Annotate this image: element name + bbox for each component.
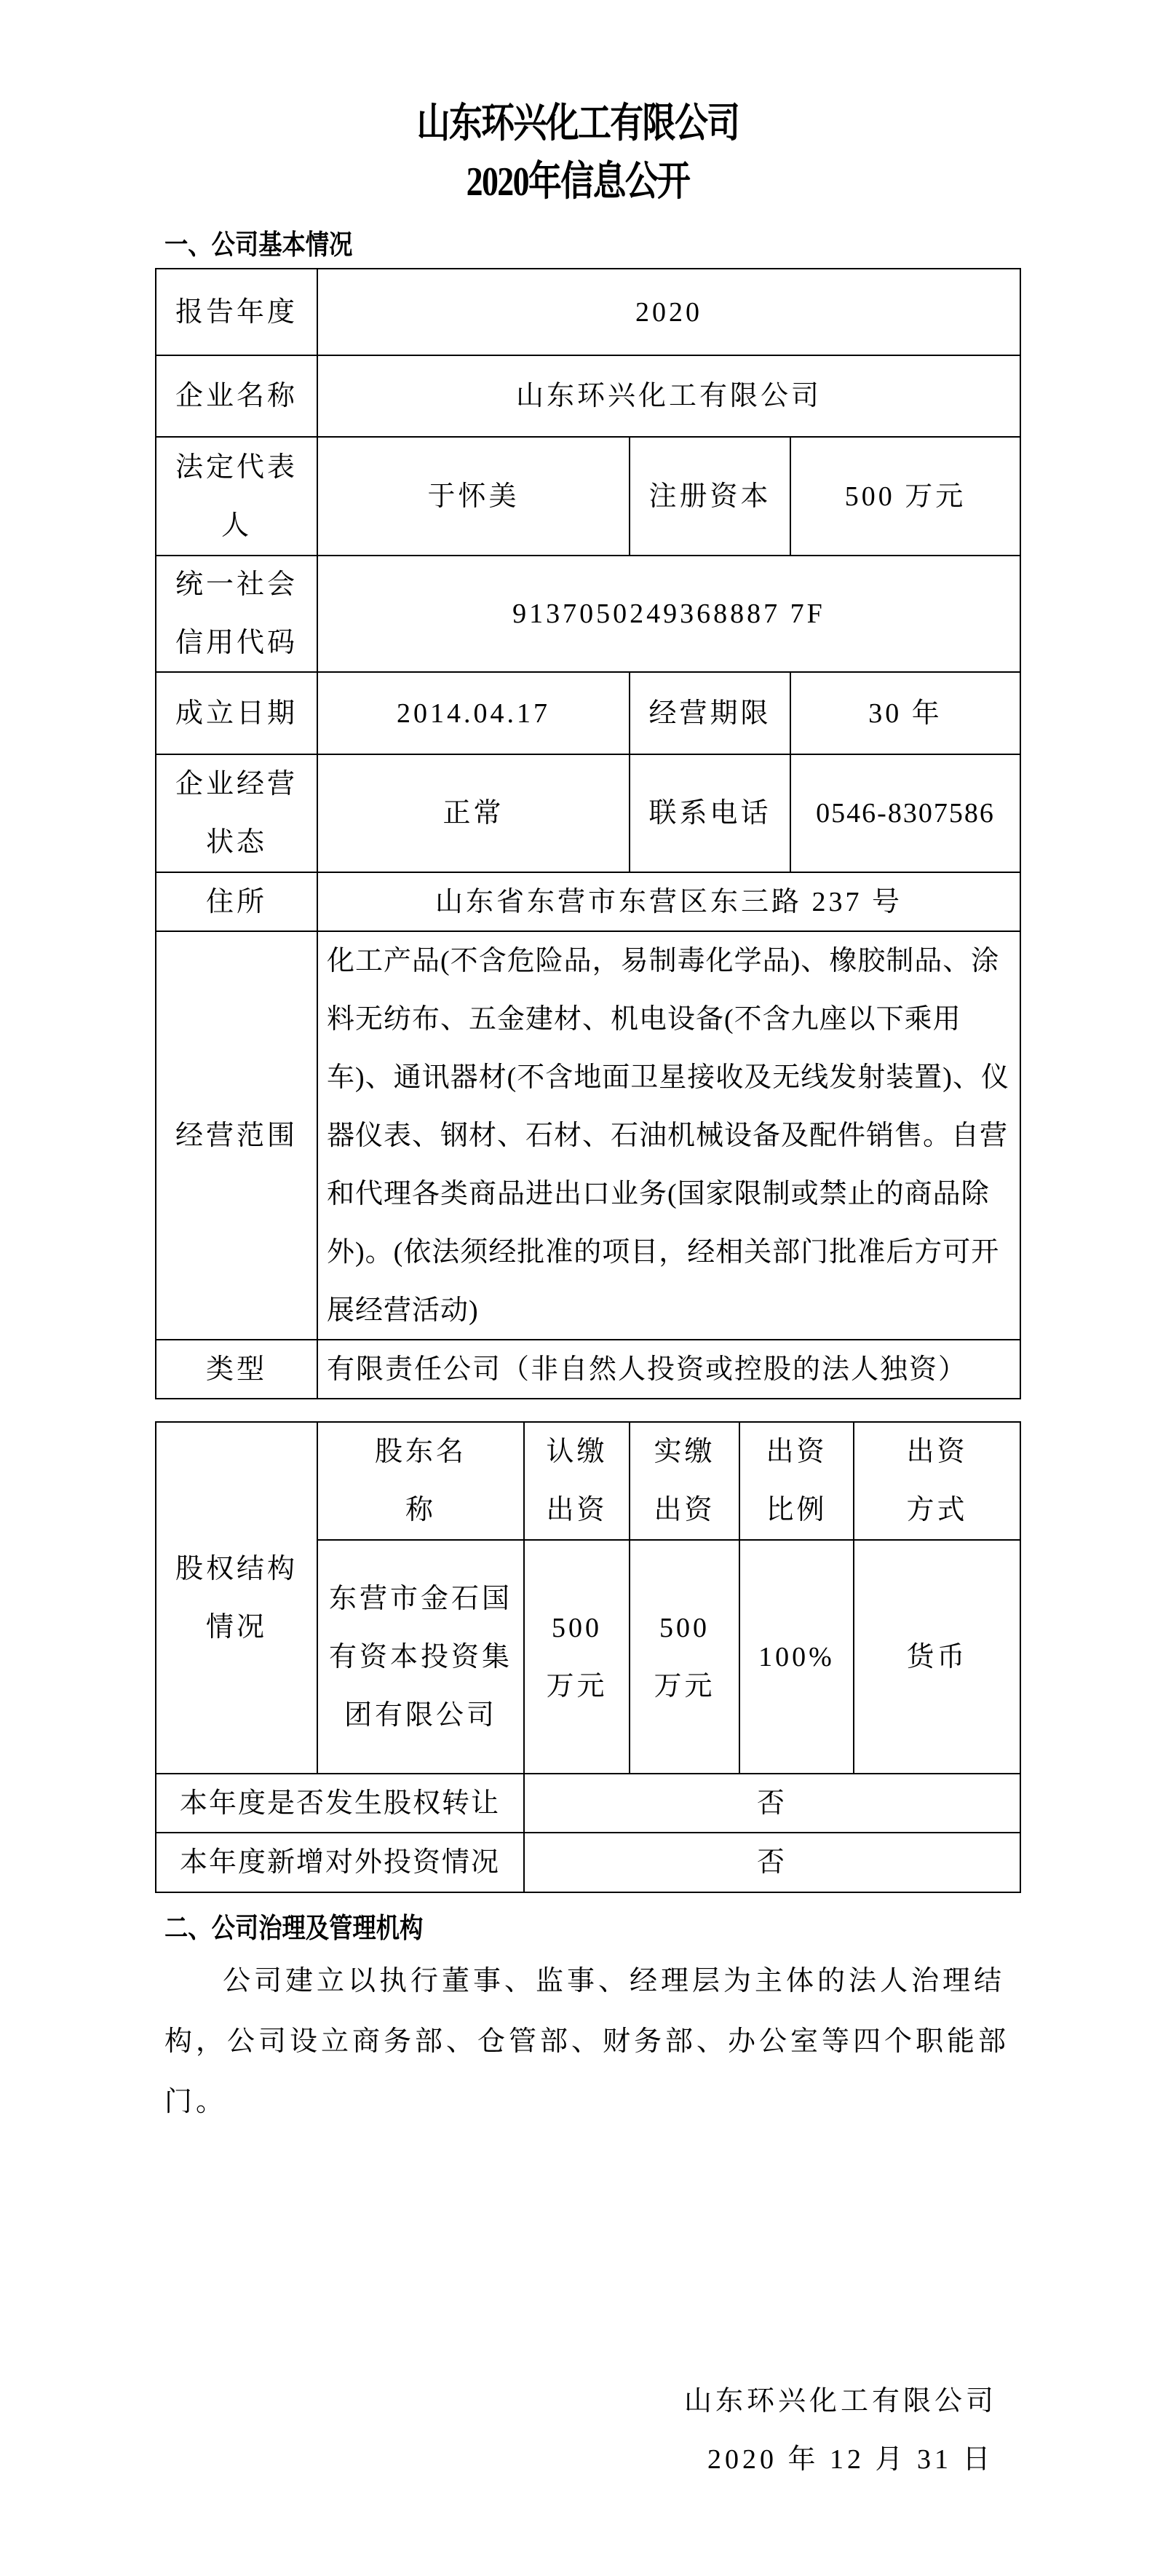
governance-paragraph: 公司建立以执行董事、监事、经理层为主体的法人治理结构，公司设立商务部、仓管部、财务部、办公室等四个职能部门。 — [164, 1966, 1010, 2117]
report-year-value: 2020 — [317, 268, 1021, 356]
legal-rep-value: 于怀美 — [317, 436, 630, 556]
section2-heading: 二、公司治理及管理机构 — [164, 1912, 424, 1944]
transfer-label: 本年度是否发生股权转让 — [155, 1773, 525, 1833]
method-value: 货币 — [853, 1539, 1021, 1774]
signature-date: 2020 年 12 月 31 日 — [707, 2444, 994, 2475]
term-value: 30 年 — [790, 671, 1021, 755]
company-name-label: 企业名称 — [155, 355, 318, 438]
report-year-label: 报告年度 — [155, 268, 318, 356]
document-title-line1: 山东环兴化工有限公司 — [416, 101, 739, 146]
header-paid: 实缴出资 — [629, 1421, 740, 1541]
signature-company: 山东环兴化工有限公司 — [684, 2386, 998, 2417]
status-value: 正常 — [317, 754, 630, 873]
equity-label: 股权结构情况 — [155, 1421, 318, 1774]
shareholder-name: 东营市金石国有资本投资集团有限公司 — [317, 1539, 525, 1774]
established-label: 成立日期 — [155, 671, 318, 755]
investment-value: 否 — [523, 1832, 1021, 1893]
header-shareholder: 股东名称 — [317, 1421, 525, 1541]
subscribed-amount: 500 万元 — [523, 1539, 630, 1774]
credit-code-value: 9137050249368887 7F — [317, 555, 1021, 673]
address-label: 住所 — [155, 872, 318, 932]
document-title-line2: 2020年信息公开 — [466, 159, 689, 205]
header-method: 出资方式 — [853, 1421, 1021, 1541]
section1-heading: 一、公司基本情况 — [164, 229, 353, 261]
scope-label: 经营范围 — [155, 931, 318, 1340]
address-value: 山东省东营市东营区东三路 237 号 — [317, 872, 1021, 932]
scope-value: 化工产品(不含危险品，易制毒化学品)、橡胶制品、涂料无纺布、五金建材、机电设备(不含九座以下乘用车)、通讯器材(不含地面卫星接收及无线发射装置)、仪器仪表、钢材、石材、石油机械设备及配件销售。自营和代理各类商品进出口业务(国家限制或禁止的商品除外)。(依法须经批准的项目，经相关部门批准后方可开展经营活动) — [317, 931, 1021, 1340]
credit-code-label: 统一社会信用代码 — [155, 555, 318, 673]
phone-value: 0546-8307586 — [790, 754, 1021, 873]
established-value: 2014.04.17 — [317, 671, 630, 755]
ratio-value: 100% — [739, 1539, 854, 1774]
term-label: 经营期限 — [629, 671, 791, 755]
registered-capital-value: 500 万元 — [790, 436, 1021, 556]
legal-rep-label: 法定代表人 — [155, 436, 318, 556]
phone-label: 联系电话 — [629, 754, 791, 873]
registered-capital-label: 注册资本 — [629, 436, 791, 556]
type-label: 类型 — [155, 1339, 318, 1399]
type-value: 有限责任公司（非自然人投资或控股的法人独资） — [317, 1339, 1021, 1399]
transfer-value: 否 — [523, 1773, 1021, 1833]
company-name-value: 山东环兴化工有限公司 — [317, 355, 1021, 438]
header-ratio: 出资比例 — [739, 1421, 854, 1541]
status-label: 企业经营状态 — [155, 754, 318, 873]
header-subscribed: 认缴出资 — [523, 1421, 630, 1541]
investment-label: 本年度新增对外投资情况 — [155, 1832, 525, 1893]
paid-amount: 500 万元 — [629, 1539, 740, 1774]
